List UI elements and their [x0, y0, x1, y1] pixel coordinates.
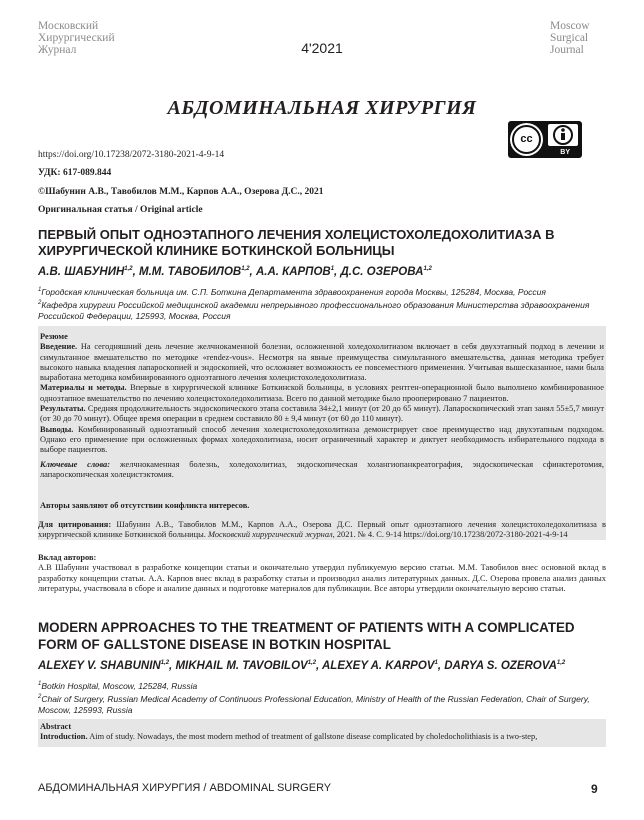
section-title: АБДОМИНАЛЬНАЯ ХИРУРГИЯ: [167, 97, 477, 119]
affiliation-ru: $^2$Кафедра хирургии Российской медицинской академии непрерывного профессионального образования Министерства здравоохранения Российской Федерации, 125993, Москва, Россия: [38, 299, 590, 321]
author-en: ALEXEY V. SHABUNIN: [38, 660, 161, 672]
cc-by-license-badge[interactable]: [508, 121, 582, 158]
abstract-results: Результаты. Средняя продолжительность эндоскопического этапа составила 34±2,1 минут (от 20 до 65 минут). Лапароскопический этап занял 55±5,7 минут (от 30 до 70 минут). Общее время операции в среднем составило 80 ± 9,4 минут (от 60 до 110 минут).: [40, 404, 604, 424]
udk: УДК: 617-089.844: [38, 168, 112, 178]
authors-en: ALEXEY V. SHABUNIN$^{1,2}$, MIKHAIL M. TAVOBILOV$^{1,2}$, ALEXEY A. KARPOV$^1$, DARYA S. OZEROVA$^{1,2}$: [38, 660, 566, 672]
cc-icon: cc: [512, 125, 541, 154]
author-en: DARYA S. OZEROVA: [444, 660, 557, 672]
abstract-conclusions: Выводы. Комбинированный одноэтапный способ лечения холецистохоледохолитиаза демонстрирует свое преимущество над двухэтапным подходом. Однако его применение при осложненных формах холедохолитиаза, носит ограниченный характер и диктует необходимость избирательного подхода в выборе пациентов.: [40, 424, 604, 455]
affiliation-ru: $^1$Городская клиническая больница им. С.П. Боткина Департамента здравоохранения города Москвы, 125284, Москва, Россия: [38, 286, 546, 297]
authors-ru: А.В. ШАБУНИН$^{1,2}$, М.М. ТАВОБИЛОВ$^{1,2}$, А.А. КАРПОВ$^1$, Д.С. ОЗЕРОВА$^{1,2}$: [38, 266, 432, 278]
abstract-introduction: Введение. На сегодняшний день лечение желчнокаменной болезни, осложненной холедохолитиазом включает в себя двухэтапный подход в лечении и симультанное вмешательство по методике «rendez-vous». Несмотря на явные преимущества симультанного вмешательства, данная методика требует высокого навыка владения лапароскопией и эндоскопией, что осложняет возможность ее повсеместного применения. Учитывая вышесказанное, нами была выработана методика комбинированного одноэтапного лечения холецистохоледохолитиаза.: [40, 342, 604, 383]
article-title-ru: ПЕРВЫЙ ОПЫТ ОДНОЭТАПНОГО ЛЕЧЕНИЯ ХОЛЕЦИСТОХОЛЕДОХОЛИТИАЗА В ХИРУРГИЧЕСКОЙ КЛИНИКЕ БОТКИНСКОЙ БОЛЬНИЦЫ: [38, 227, 555, 258]
author-en: ALEXEY A. KARPOV: [322, 660, 435, 672]
attribution-icon: [548, 124, 578, 146]
logo-ru-line-1: Московский: [38, 20, 99, 32]
running-title: АБДОМИНАЛЬНАЯ ХИРУРГИЯ / ABDOMINAL SURGERY: [38, 782, 332, 794]
logo-en-line-1: Moscow: [550, 20, 590, 32]
affiliation-en: $^2$Chair of Surgery, Russian Medical Academy of Continuous Professional Education, Ministry of Health of the Russian Federation, Chair of Surgery, Moscow, 125993, Russia: [38, 693, 590, 715]
doi-link[interactable]: https://doi.org/10.17238/2072-3180-2021-4-9-14: [38, 150, 225, 160]
page-number: 9: [591, 782, 598, 796]
logo-en-line-2: Surgical: [550, 32, 589, 44]
logo-ru-line-2: Хирургический: [38, 32, 115, 44]
article-title-en: MODERN APPROACHES TO THE TREATMENT OF PATIENTS WITH A COMPLICATED FORM OF GALLSTONE DISEASE IN BOTKIN HOSPITAL: [38, 620, 575, 652]
abstract-en-introduction: Introduction. Aim of study. Nowadays, the most modern method of treatment of gallstone disease complicated by choledocholithiasis is a two-step,: [40, 732, 538, 742]
logo-ru-line-3: Журнал: [38, 44, 77, 56]
issue-number: 4'2021: [301, 40, 343, 56]
affiliations-ru: [38, 285, 603, 322]
author-sup: 1,2: [241, 266, 250, 273]
abstract-methods: Материалы и методы. Впервые в хирургической клинике Боткинской больницы, в условиях рентген-операционной было выполнено комбинированное одноэтапное вмешательство по лечению холецистохоледохолитиаза. Всего по данной методике было прооперировано 7 пациентов.: [40, 383, 604, 403]
citation: Для цитирования: Шабунин А.В., Тавобилов М.М., Карпов А.А., Озерова Д.С. Первый опыт одноэтапного лечения холецистохоледохолитиаза в хирургической клинике Боткинской больницы. Московский хирургический журнал, 2021. № 4. С. 9-14 https://doi.org/10.17238/2072-3180-2021-4-9-14: [38, 520, 606, 540]
author-sup: 1: [330, 266, 335, 273]
author-ru: А.В. ШАБУНИН: [38, 266, 125, 278]
affiliations-en: [38, 679, 603, 716]
author-sup: 1,2: [423, 266, 432, 273]
author-en: MIKHAIL M. TAVOBILOV: [175, 660, 308, 672]
license-label: BY: [560, 149, 570, 156]
conflict-statement: Авторы заявляют об отсутствии конфликта интересов.: [38, 499, 606, 515]
abstract-en-heading: Abstract: [40, 722, 72, 731]
article-type: Оригинальная статья / Original article: [38, 205, 203, 215]
author-sup: 1,2: [124, 266, 133, 273]
abstract-heading: Резюме: [40, 332, 68, 341]
author-contribution: Вклад авторов: А.В Шабунин участвовал в разработке концепции статьи и окончательно утвердил публикуемую версию статьи. М.М. Тавобилов внес основной вклад в разработку концепции статьи. А.А. Карпов внес вклад в разработку статьи и производил анализ литературных данных. Д.С. Озерова провела анализ данных литературы, участвовала в сборе и анализе данных и подготовке материалов для публикации. Все авторы утвердили окончательную версию статьи.: [38, 553, 606, 593]
author-ru: М.М. ТАВОБИЛОВ: [139, 266, 242, 278]
author-ru: А.А. КАРПОВ: [255, 266, 331, 278]
logo-en-line-3: Journal: [550, 44, 584, 56]
journal-logo-en: [550, 20, 610, 56]
author-ru: Д.С. ОЗЕРОВА: [340, 266, 424, 278]
abstract-en: [38, 719, 606, 747]
affiliation-en: $^1$Botkin Hospital, Moscow, 125284, Russia: [38, 680, 198, 691]
copyright: ©Шабунин А.В., Тавобилов М.М., Карпов А.А., Озерова Д.С., 2021: [38, 187, 324, 197]
keywords: Ключевые слова: желчнокаменная болезнь, холедохолитиаз, эндоскопическая холангиопанкреатография, эндоскопическая сфинктеротомия, лапароскопическая холецистэктомия.: [40, 459, 605, 479]
